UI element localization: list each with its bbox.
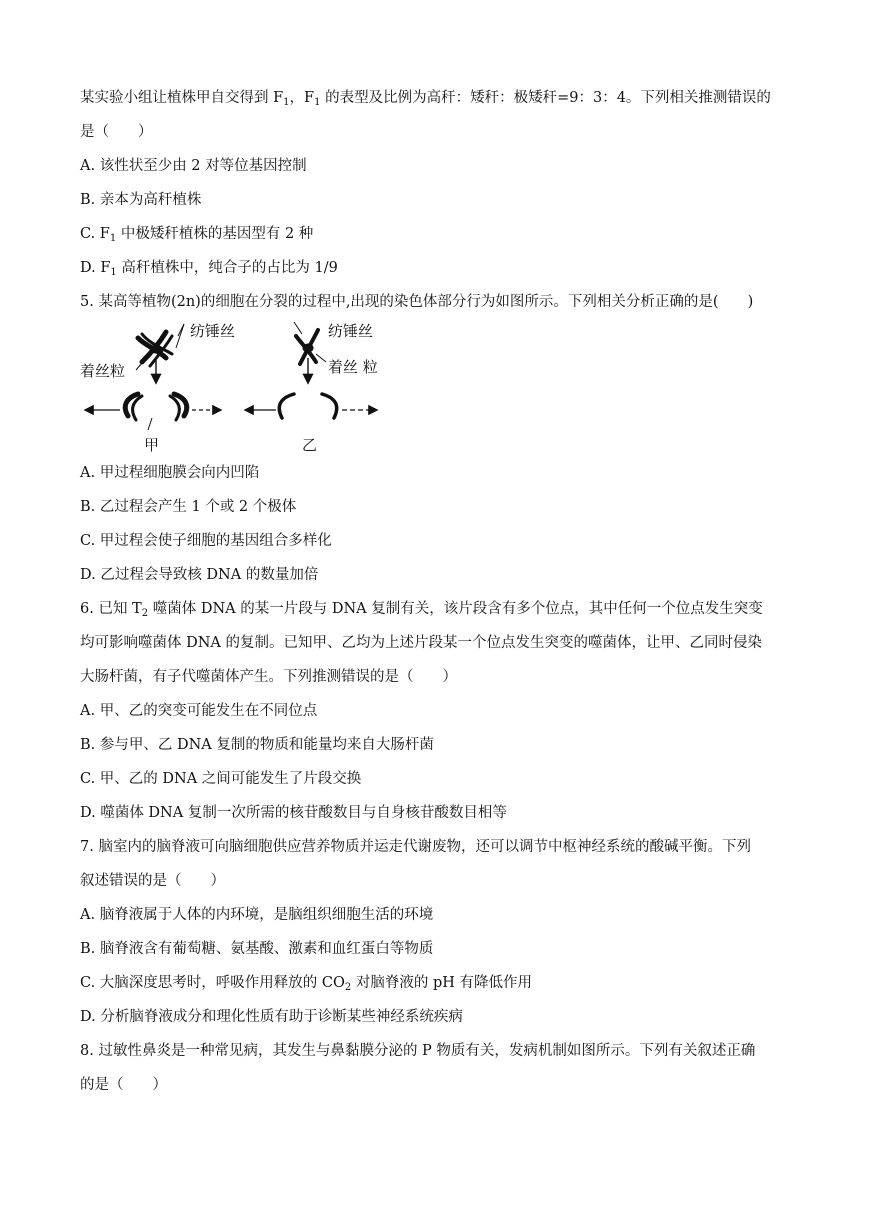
- q6-option-b: B. 参与甲、乙 DNA 复制的物质和能量均来自大肠杆菌: [80, 737, 434, 753]
- jia-centromere-pointer: [136, 356, 148, 370]
- q7-option-a: A. 脑脊液属于人体的内环境，是脑组织细胞生活的环境: [80, 907, 434, 923]
- q6-option-a: A. 甲、乙的突变可能发生在不同位点: [80, 703, 318, 719]
- q4-option-b: B. 亲本为高秆植株: [80, 192, 202, 208]
- jia-separated: [125, 394, 187, 420]
- q4-option-c: C. $F_1$ 中极矮秆植株的基因型有 2 种: [80, 226, 314, 244]
- q4-stem-line-1: 某实验小组让植株甲自交得到 $F_1$，$F_1$ 的表型及比例为高秆：矮秆：极矮秆=9：3：4。下列相关推测错误的: [80, 90, 771, 108]
- yi-label: 乙: [302, 436, 318, 454]
- q8-stem-line-2: 的是（ ）: [80, 1077, 167, 1093]
- jia-tetrad: [138, 332, 172, 366]
- q5-option-d: D. 乙过程会导致核 DNA 的数量加倍: [80, 567, 319, 583]
- q4-option-a: A. 该性状至少由 2 对等位基因控制: [80, 158, 307, 174]
- q8-stem-line-1: 8. 过敏性鼻炎是一种常见病，其发生与鼻黏膜分泌的 P 物质有关，发病机制如图所示。下列有关叙述正确: [80, 1043, 756, 1059]
- yi-chromosome: [296, 330, 318, 364]
- q7-option-b: B. 脑脊液含有葡萄糖、氨基酸、激素和血红蛋白等物质: [80, 941, 434, 957]
- q5-stem: 5. 某高等植物(2n)的细胞在分裂的过程中,出现的染色体部分行为如图所示。下列相关分析正确的是( ): [80, 294, 754, 310]
- q5-figure: [80, 318, 410, 458]
- yi-spindle-label: 纺锤丝: [328, 322, 374, 340]
- q4-option-d: D. $F_1$ 高秆植株中，纯合子的占比为 1/9: [80, 260, 338, 278]
- q6-stem-line-1: 6. 已知 $T_2$ 噬菌体 DNA 的某一片段与 DNA 复制有关，该片段含有多个位点，其中任何一个位点发生突变: [80, 601, 763, 619]
- q5-option-a: A. 甲过程细胞膜会向内凹陷: [80, 465, 260, 481]
- q6-option-c: C. 甲、乙的 DNA 之间可能发生了片段交换: [80, 771, 362, 787]
- q6-option-d: D. 噬菌体 DNA 复制一次所需的核苷酸数目与自身核苷酸数目相等: [80, 805, 507, 821]
- jia-label: 甲: [144, 436, 160, 454]
- q7-option-d: D. 分析脑脊液成分和理化性质有助于诊断某些神经系统疾病: [80, 1009, 463, 1025]
- q7-stem-line-1: 7. 脑室内的脑脊液可向脑细胞供应营养物质并运走代谢废物，还可以调节中枢神经系统的酸碱平衡。下列: [80, 839, 751, 855]
- q6-stem-line-2: 均可影响噬菌体 DNA 的复制。已知甲、乙均为上述片段某一个位点发生突变的噬菌体，让甲、乙同时侵染: [80, 635, 762, 651]
- jia-spindle-label: 纺锤丝: [190, 322, 236, 340]
- yi-centromere-label: 着丝 粒: [328, 358, 378, 376]
- q6-stem-line-3: 大肠杆菌，有子代噬菌体产生。下列推测错误的是（ ）: [80, 669, 457, 685]
- jia-centromere-label: 着丝粒: [80, 362, 126, 380]
- q5-option-c: C. 甲过程会使子细胞的基因组合多样化: [80, 533, 332, 549]
- q7-stem-line-2: 叙述错误的是（ ）: [80, 873, 225, 889]
- q5-option-b: B. 乙过程会产生 1 个或 2 个极体: [80, 499, 297, 515]
- q4-stem-line-2: 是（ ）: [80, 124, 153, 140]
- q7-option-c: C. 大脑深度思考时，呼吸作用释放的 $CO_2$ 对脑脊液的 pH 有降低作用: [80, 975, 533, 993]
- yi-separated: [279, 394, 336, 418]
